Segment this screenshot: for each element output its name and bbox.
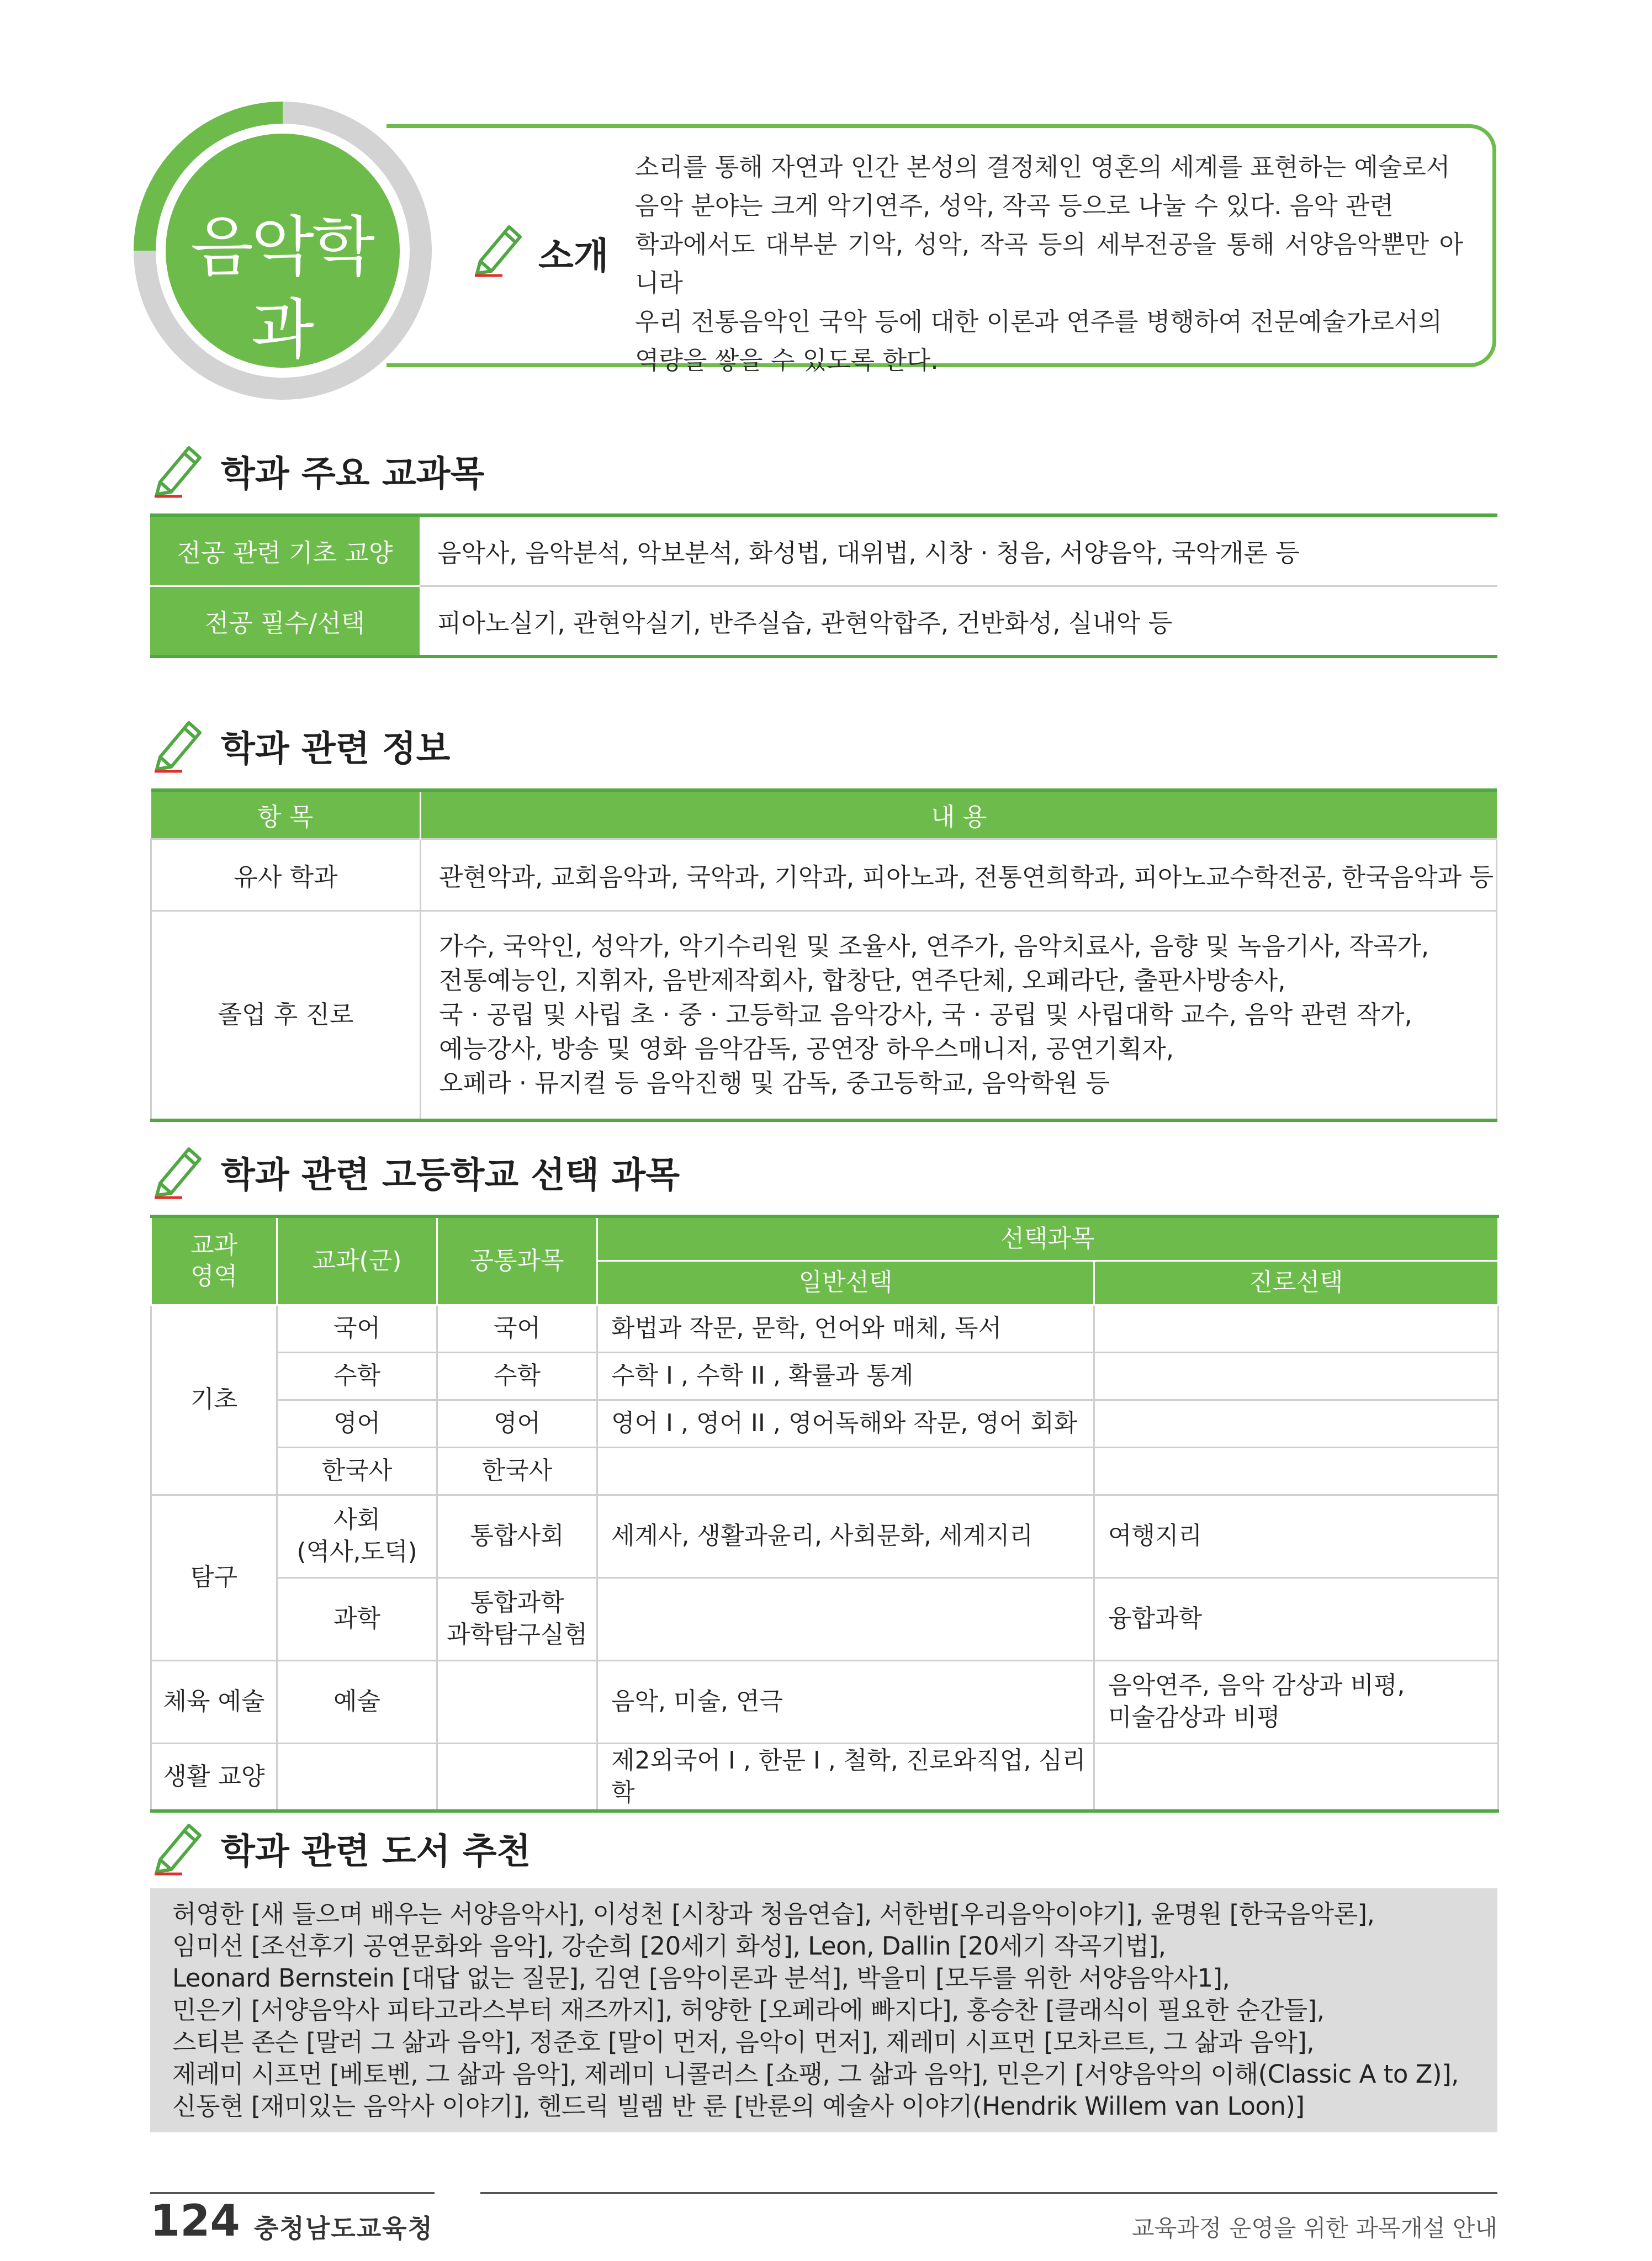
row-label: 졸업 후 진로 <box>151 910 421 1120</box>
general-cell: 영어 I , 영어 II , 영어독해와 작문, 영어 회화 <box>597 1400 1094 1447</box>
group-cell: 예술 <box>277 1660 437 1743</box>
pencil-icon <box>149 1140 210 1201</box>
intro-line: 소리를 통해 자연과 인간 본성의 결정체인 영혼의 세계를 표현하는 예술로서 <box>635 152 1450 182</box>
table-row <box>150 586 1497 656</box>
intro-line: 우리 전통음악인 국악 등에 대한 이론과 연주를 병행하여 전문예술가로서의 <box>635 307 1443 336</box>
column-header: 공통과목 <box>437 1216 597 1305</box>
row-value: 관현악과, 교회음악과, 국악과, 기악과, 피아노과, 전통연희학과, 피아노교수학전공, 한국음악과 등 <box>421 839 1497 910</box>
intro-line: 학과에서도 대부분 기악, 성악, 작곡 등의 세부전공을 통해 서양음악뿐만 아니라 <box>635 230 1463 298</box>
common-cell: 통합사회 <box>437 1495 597 1577</box>
column-header: 교과 영역 <box>151 1216 277 1305</box>
general-cell: 제2외국어 I , 한문 I , 철학, 진로와직업, 심리학 <box>597 1743 1094 1811</box>
book-recommendations <box>150 1888 1497 2132</box>
row-label: 전공 관련 기초 교양 <box>150 515 420 586</box>
table-row <box>151 1743 1499 1811</box>
book-line: Leonard Bernstein [대답 없는 질문], 김연 [음악이론과 분석], 박을미 [모두를 위한 서양음악사1], <box>172 1963 1230 1993</box>
organization-name: 충청남도교육청 <box>254 2214 434 2243</box>
column-header: 일반선택 <box>597 1261 1094 1305</box>
book-line: 스티븐 존슨 [말러 그 삶과 음악], 정준호 [말이 먼저, 음악이 먼저], 제레미 시프먼 [모차르트, 그 삶과 음악], <box>172 2027 1315 2057</box>
career-cell <box>1094 1743 1499 1811</box>
hs-courses-table <box>150 1215 1499 1813</box>
pencil-icon <box>469 218 530 279</box>
pencil-icon <box>149 439 210 500</box>
table-header-row <box>151 790 1497 839</box>
row-value: 피아노실기, 관현악실기, 반주실습, 관현악합주, 건반화성, 실내악 등 <box>437 608 1173 638</box>
common-cell: 수학 <box>437 1352 597 1400</box>
table-row <box>151 1400 1499 1447</box>
common-cell: 영어 <box>437 1400 597 1447</box>
table-row <box>150 515 1497 586</box>
section-title: 학과 관련 정보 <box>221 729 451 770</box>
area-cell: 체육 예술 <box>151 1660 277 1743</box>
table-row <box>151 1495 1499 1577</box>
career-line: 전통예능인, 지휘자, 음반제작회사, 합창단, 연주단체, 오페라단, 출판사방송사, <box>439 966 1286 996</box>
page-number: 124 <box>150 2196 240 2246</box>
common-cell: 한국사 <box>437 1447 597 1495</box>
career-cell <box>1094 1400 1499 1447</box>
intro-paragraph <box>635 148 1463 380</box>
column-header: 교과(군) <box>277 1216 437 1305</box>
pencil-icon <box>149 714 210 775</box>
career-line: 오페라 · 뮤지컬 등 음악진행 및 감독, 중고등학교, 음악학원 등 <box>439 1068 1110 1098</box>
intro-line: 음악 분야는 크게 악기연주, 성악, 작곡 등으로 나눌 수 있다. 음악 관련 <box>635 191 1394 220</box>
section-title: 학과 관련 고등학교 선택 과목 <box>221 1155 680 1196</box>
column-header: 내 용 <box>421 790 1497 839</box>
book-line: 허영한 [새 들으며 배우는 서양음악사], 이성천 [시창과 청음연습], 서한범[우리음악이야기], 윤명원 [한국음악론], <box>172 1899 1375 1929</box>
row-label: 전공 필수/선택 <box>150 586 420 656</box>
column-header: 선택과목 <box>597 1216 1499 1261</box>
table-row <box>151 839 1497 910</box>
table-row <box>151 1660 1499 1743</box>
column-header: 항 목 <box>151 790 421 839</box>
career-cell: 음악연주, 음악 감상과 비평, 미술감상과 비평 <box>1094 1660 1499 1743</box>
intro-label: 소개 <box>538 235 609 277</box>
general-cell <box>597 1447 1094 1495</box>
section-title: 학과 주요 교과목 <box>221 454 485 495</box>
common-cell <box>437 1660 597 1743</box>
table-row <box>151 1352 1499 1400</box>
career-cell <box>1094 1305 1499 1352</box>
row-label: 유사 학과 <box>151 839 421 910</box>
general-cell: 화법과 작문, 문학, 언어와 매체, 독서 <box>597 1305 1094 1352</box>
group-cell: 사회 (역사,도덕) <box>277 1495 437 1577</box>
general-cell <box>597 1577 1094 1660</box>
department-title: 음악학과 <box>190 209 373 368</box>
pencil-icon <box>149 1817 210 1877</box>
footer-divider <box>150 2192 435 2194</box>
common-cell: 통합과학 과학탐구실험 <box>437 1577 597 1660</box>
career-cell: 융합과학 <box>1094 1577 1499 1660</box>
career-line: 국 · 공립 및 사립 초 · 중 · 고등학교 음악강사, 국 · 공립 및 사립대학 교수, 음악 관련 작가, <box>439 1000 1412 1030</box>
area-cell: 탐구 <box>151 1495 277 1660</box>
general-cell: 음악, 미술, 연극 <box>597 1660 1094 1743</box>
table-row <box>151 1577 1499 1660</box>
group-cell: 수학 <box>277 1352 437 1400</box>
book-line: 신동현 [재미있는 음악사 이야기], 헨드릭 빌렘 반 룬 [반룬의 예술사 이야기(Hendrik Willem van Loon)] <box>172 2091 1305 2121</box>
book-line: 민은기 [서양음악사 피타고라스부터 재즈까지], 허양한 [오페라에 빠지다], 홍승찬 [클래식이 필요한 순간들], <box>172 1995 1325 2025</box>
related-info-table <box>150 788 1497 1122</box>
career-line: 가수, 국악인, 성악가, 악기수리원 및 조율사, 연주가, 음악치료사, 음향 및 녹음기사, 작곡가, <box>439 931 1429 961</box>
group-cell <box>277 1743 437 1811</box>
table-header-row <box>151 1216 1499 1261</box>
row-value: 음악사, 음악분석, 악보분석, 화성법, 대위법, 시창 · 청음, 서양음악, 국악개론 등 <box>420 515 1497 586</box>
book-line: 임미선 [조선후기 공연문화와 음악], 강순희 [20세기 화성], Leon, Dallin [20세기 작곡기법], <box>172 1931 1166 1961</box>
section-title: 학과 관련 도서 추천 <box>221 1831 531 1872</box>
guide-title: 교육과정 운영을 위한 과목개설 안내 <box>1132 2215 1497 2242</box>
common-cell: 국어 <box>437 1305 597 1352</box>
area-cell: 생활 교양 <box>151 1743 277 1811</box>
general-cell: 수학 I , 수학 II , 확률과 통계 <box>597 1352 1094 1400</box>
table-row <box>151 910 1497 1120</box>
group-cell: 영어 <box>277 1400 437 1447</box>
career-cell <box>1094 1352 1499 1400</box>
general-cell: 세계사, 생활과윤리, 사회문화, 세계지리 <box>597 1495 1094 1577</box>
intro-line: 역량을 쌓을 수 있도록 한다. <box>635 346 939 375</box>
table-row <box>151 1305 1499 1352</box>
group-cell: 과학 <box>277 1577 437 1660</box>
career-cell: 여행지리 <box>1094 1495 1499 1577</box>
major-courses-table <box>150 513 1497 658</box>
group-cell: 한국사 <box>277 1447 437 1495</box>
group-cell: 국어 <box>277 1305 437 1352</box>
career-cell <box>1094 1447 1499 1495</box>
row-value <box>421 910 1497 1120</box>
common-cell <box>437 1743 597 1811</box>
area-cell: 기초 <box>151 1305 277 1495</box>
footer-divider <box>480 2192 1497 2194</box>
book-line: 제레미 시프먼 [베토벤, 그 삶과 음악], 제레미 니콜러스 [쇼팽, 그 삶과 음악], 민은기 [서양음악의 이해(Classic A to Z)], <box>172 2059 1459 2089</box>
table-row <box>151 1447 1499 1495</box>
column-header: 진로선택 <box>1094 1261 1499 1305</box>
career-line: 예능강사, 방송 및 영화 음악감독, 공연장 하우스매니저, 공연기획자, <box>439 1034 1174 1064</box>
